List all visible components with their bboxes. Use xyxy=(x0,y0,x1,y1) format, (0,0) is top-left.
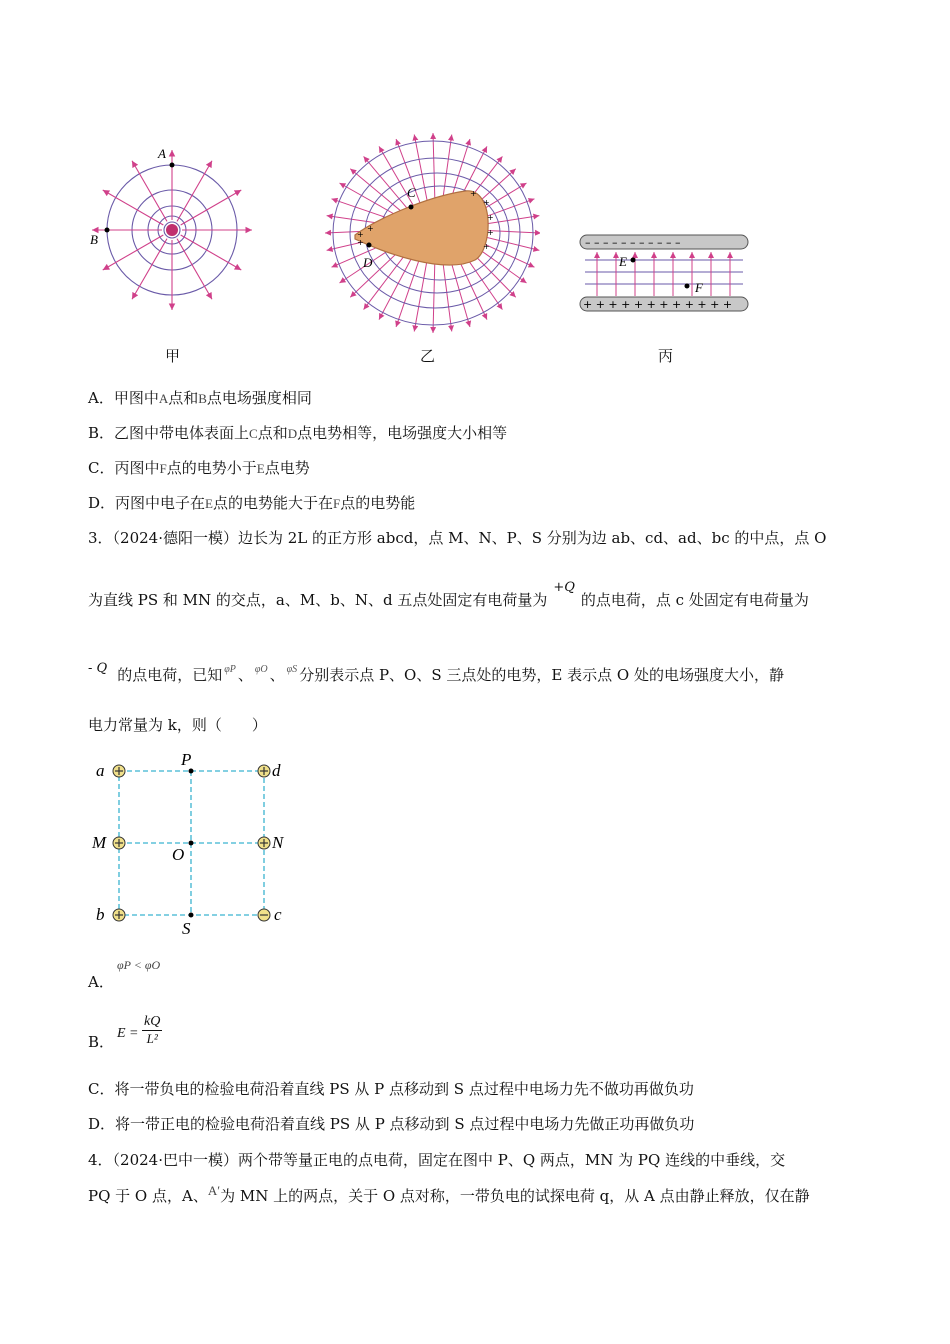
q2-option-b: B．乙图中带电体表面上C点和D点电势相等，电场强度大小相等 xyxy=(88,424,508,442)
q3-option-d: D．将一带正电的检验电荷沿着直线 PS 从 P 点移动到 S 点过程中电场力先做正功再做负功 xyxy=(88,1115,695,1133)
label-D: D xyxy=(363,255,373,270)
label-c: c xyxy=(274,905,282,924)
svg-text:+: + xyxy=(357,230,364,239)
svg-text:+: + xyxy=(487,213,494,222)
field-line xyxy=(379,252,415,320)
field-line xyxy=(414,255,428,332)
q4-line2: PQ 于 O 点，A、A′为 MN 上的两点，关于 O 点对称，一带负电的试探电荷 q，从 A 点由静止释放，仅在静 xyxy=(88,1183,810,1205)
label-F: F xyxy=(695,280,703,295)
svg-text:+: + xyxy=(470,189,477,198)
label-P: P xyxy=(181,750,192,769)
svg-text:– – – – – – – – – – –: – – – – – – – – – – – xyxy=(585,236,681,249)
field-line xyxy=(414,135,428,206)
q2-option-d: D．丙图中电子在E点的电势能大于在F点的电势能 xyxy=(88,494,416,512)
caption-jia: 甲 xyxy=(165,347,181,365)
q4-line1: 4．（2024·巴中一模）两个带等量正电的点电荷，固定在图中 P、Q 两点，MN 为 PQ 连线的中垂线，交 xyxy=(88,1151,786,1169)
label-E: E xyxy=(619,254,627,269)
svg-text:+: + xyxy=(367,224,374,233)
label-C: C xyxy=(407,185,416,200)
field-line xyxy=(433,255,435,333)
label-A: A xyxy=(158,146,166,161)
label-B: B xyxy=(90,232,98,247)
q3-option-a: A． xyxy=(88,973,114,991)
label-M: M xyxy=(92,833,107,852)
svg-text:+ + + + + + + + + + + +: + + + + + + + + + + + + xyxy=(583,298,733,311)
svg-text:+: + xyxy=(483,242,490,251)
q3-line1: 3．（2024·德阳一模）边长为 2L 的正方形 abcd，点 M、N、P、S 分别为边 ab、cd、ad、bc 的中点，点 O xyxy=(88,529,827,547)
figure-yi xyxy=(315,125,540,335)
figure-bing xyxy=(575,230,755,320)
q2-option-a: A．甲图中A点和B点电场强度相同 xyxy=(88,389,312,407)
field-line xyxy=(433,133,435,205)
caption-yi: 乙 xyxy=(420,347,436,365)
q3-option-c: C．将一带负电的检验电荷沿着直线 PS 从 P 点移动到 S 点过程中电场力先不做功再做负功 xyxy=(88,1080,694,1098)
q3-square-figure xyxy=(88,748,298,938)
label-b: b xyxy=(96,905,105,924)
q3-option-b-formula: E = $\frac{kQ}{\text{L²}}$ xyxy=(117,1014,161,1046)
q3-line4: 电力常量为 k，则（ ） xyxy=(88,716,267,734)
figure-jia xyxy=(90,140,260,320)
svg-text:+: + xyxy=(357,238,364,247)
q3-line2: 为直线 PS 和 MN 的交点，a、M、b、N、d 五点处固定有电荷量为+Q的点电荷，点 c 处固定有电荷量为 xyxy=(88,580,809,609)
q2-option-c: C．丙图中F点的电势小于E点电势 xyxy=(88,459,310,477)
q3-option-a-formula: φP < φO xyxy=(117,958,161,972)
label-S: S xyxy=(182,919,191,938)
label-d: d xyxy=(272,761,281,780)
svg-text:+: + xyxy=(487,228,494,237)
q3-option-b: B． xyxy=(88,1033,115,1051)
label-O: O xyxy=(172,845,185,864)
svg-text:+: + xyxy=(483,198,490,207)
label-a: a xyxy=(96,761,105,780)
q3-line3: - Q 的点电荷，已知 $^{\varphi P}$ 、 $^{\varphi O}$ 、 $^{\varphi S}$ 分别表示点 P、O、S 三点处的电势，E 表示点 O 处的电场强度大小，静 xyxy=(88,661,784,684)
label-N: N xyxy=(272,833,284,852)
caption-bing: 丙 xyxy=(658,347,674,365)
